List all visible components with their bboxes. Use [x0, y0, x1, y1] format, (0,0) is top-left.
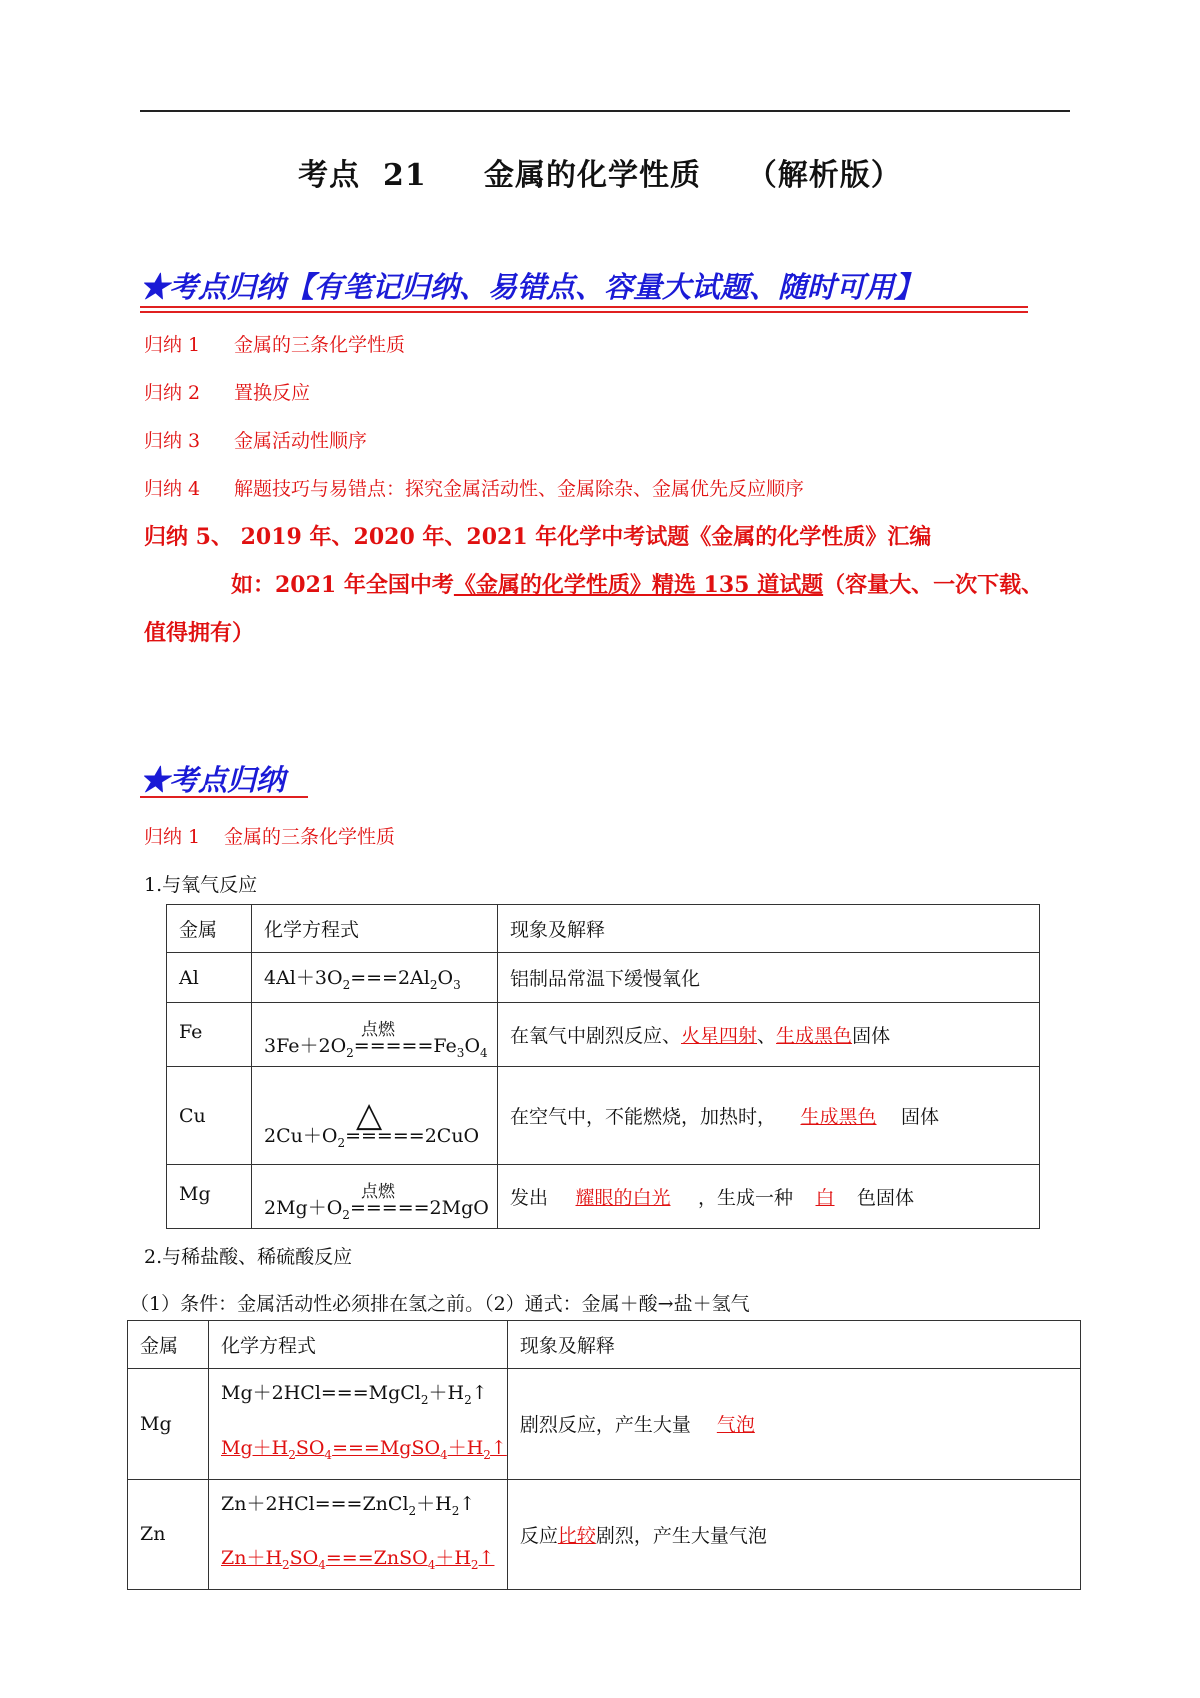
equation-cell: $4Al+3O_2===2Al_2O_3$ [252, 953, 498, 1003]
banner-heading: ★考点归纳【有笔记归纳、易错点、容量大试题、随时可用】 [140, 270, 924, 304]
banner-underline-2 [140, 311, 1028, 313]
header-equation: 化学方程式 [209, 1321, 508, 1369]
phenomenon-cell: 发出 耀眼的白光 ，生成一种 白 色固体 [498, 1165, 1040, 1229]
equation-cell: 点燃 $3Fe+2O_2=====Fe_3O_4$ [252, 1003, 498, 1067]
paragraph-acid: 2.与稀盐酸、稀硫酸反应 [144, 1246, 353, 1268]
sub-heading: 归纳 1 金属的三条化学性质 [144, 826, 396, 848]
promo-line: 如：2021 年全国中考《金属的化学性质》精选 135 道试题（容量大、一次下载、 [231, 572, 1044, 598]
header-equation: 化学方程式 [252, 905, 498, 953]
header-metal: 金属 [128, 1321, 209, 1369]
acid-reaction-table [127, 1320, 1081, 1590]
table-row [167, 953, 1040, 1003]
equation-cell: 点燃 $2Mg+O_2=====2MgO$ [252, 1165, 498, 1229]
index-item-5: 归纳 5、 2019 年、2020 年、2021 年化学中考试题《金属的化学性质》汇编 [144, 524, 932, 550]
metal-cell: Al [167, 953, 252, 1003]
heat-icon: △ [356, 1095, 383, 1136]
section-heading: ★考点归纳 [140, 763, 286, 797]
table-header-row [128, 1321, 1081, 1369]
header-phenomenon: 现象及解释 [507, 1321, 1080, 1369]
page-title: 考点 21 金属的化学性质 （解析版） [298, 158, 902, 193]
table-row [128, 1479, 1081, 1590]
metal-cell: Cu [167, 1067, 252, 1165]
banner-underline [140, 306, 1028, 308]
equation-cell: △ $2Cu+O_2=====2CuO$ [252, 1067, 498, 1165]
equation-cell: $Mg+2HCl===MgCl_2+H_2↑$ $Mg+H_2SO_4===MgSO_4+H_2↑$ [209, 1369, 508, 1480]
phenomenon-cell: 剧烈反应，产生大量 气泡 [507, 1369, 1080, 1480]
paragraph-condition: （1）条件：金属活动性必须排在氢之前。（2）通式：金属＋酸→盐＋氢气 [130, 1293, 750, 1315]
paragraph-oxygen: 1.与氧气反应 [144, 874, 258, 896]
metal-cell: Mg [128, 1369, 209, 1480]
table-row [167, 1003, 1040, 1067]
promo-line-2: 值得拥有） [144, 620, 255, 646]
index-item-1: 归纳 1 金属的三条化学性质 [144, 334, 406, 356]
phenomenon-cell: 铝制品常温下缓慢氧化 [498, 953, 1040, 1003]
table-row [128, 1369, 1081, 1480]
phenomenon-cell: 在空气中，不能燃烧，加热时， 生成黑色 固体 [498, 1067, 1040, 1165]
index-item-3: 归纳 3 金属活动性顺序 [144, 430, 368, 452]
table-row [167, 1165, 1040, 1229]
metal-cell: Fe [167, 1003, 252, 1067]
index-item-2: 归纳 2 置换反应 [144, 382, 311, 404]
metal-cell: Zn [128, 1479, 209, 1590]
table-row [167, 1067, 1040, 1165]
metal-cell: Mg [167, 1165, 252, 1229]
header-phenomenon: 现象及解释 [498, 905, 1040, 953]
index-item-4: 归纳 4 解题技巧与易错点：探究金属活动性、金属除杂、金属优先反应顺序 [144, 478, 805, 500]
phenomenon-cell: 反应比较剧烈，产生大量气泡 [507, 1479, 1080, 1590]
table-header-row [167, 905, 1040, 953]
promo-link[interactable]: 《金属的化学性质》精选 135 道试题 [453, 572, 824, 598]
equation-cell: $Zn+2HCl===ZnCl_2+H_2↑$ $Zn+H_2SO_4===ZnSO_4+H_2↑$ [209, 1479, 508, 1590]
phenomenon-cell: 在氧气中剧烈反应、火星四射、生成黑色固体 [498, 1003, 1040, 1067]
header-rule [140, 110, 1070, 112]
oxygen-reaction-table [166, 904, 1040, 1229]
section-underline [140, 796, 308, 798]
header-metal: 金属 [167, 905, 252, 953]
